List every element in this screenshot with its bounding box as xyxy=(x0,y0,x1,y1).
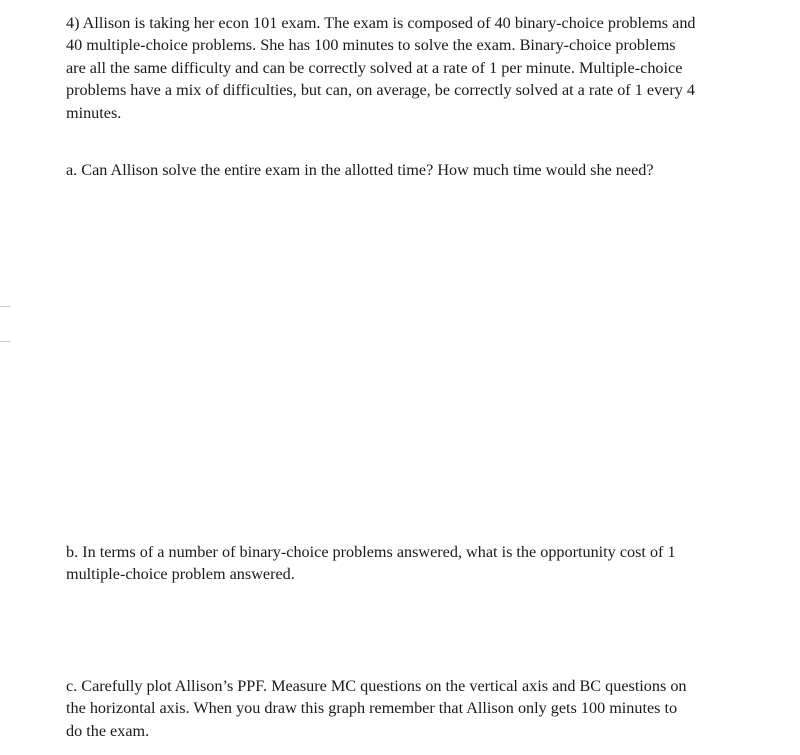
intro-line: 4) Allison is taking her econ 101 exam. The exam is composed of 40 binary-choice problems and xyxy=(66,14,696,32)
intro-line: problems have a mix of difficulties, but can, on average, be correctly solved at a rate of 1 every 4 xyxy=(66,81,695,100)
intro-line: are all the same difficulty and can be correctly solved at a rate of 1 per minute. Multiple-choice xyxy=(66,58,683,77)
question-c-line: c. Carefully plot Allison’s PPF. Measure MC questions on the vertical axis and BC questions on xyxy=(66,677,687,695)
question-c xyxy=(66,675,778,742)
question-b-line: multiple-choice problem answered. xyxy=(66,565,295,584)
question-a-line: a. Can Allison solve the entire exam in the allotted time? How much time would she need? xyxy=(66,161,654,179)
question-b xyxy=(66,541,778,586)
question-c-line: the horizontal axis. When you draw this graph remember that Allison only gets 100 minutes to xyxy=(66,699,678,718)
question-c-line: do the exam. xyxy=(66,721,150,740)
intro-line: 40 multiple-choice problems. She has 100 minutes to solve the exam. Binary-choice problems xyxy=(66,36,676,55)
question-b-line: b. In terms of a number of binary-choice problems answered, what is the opportunity cost of 1 xyxy=(66,543,676,561)
question-a xyxy=(66,159,778,181)
scan-edge-mark xyxy=(0,341,10,342)
problem-intro xyxy=(66,12,778,124)
intro-line: minutes. xyxy=(66,103,122,122)
scan-edge-mark xyxy=(0,306,10,307)
